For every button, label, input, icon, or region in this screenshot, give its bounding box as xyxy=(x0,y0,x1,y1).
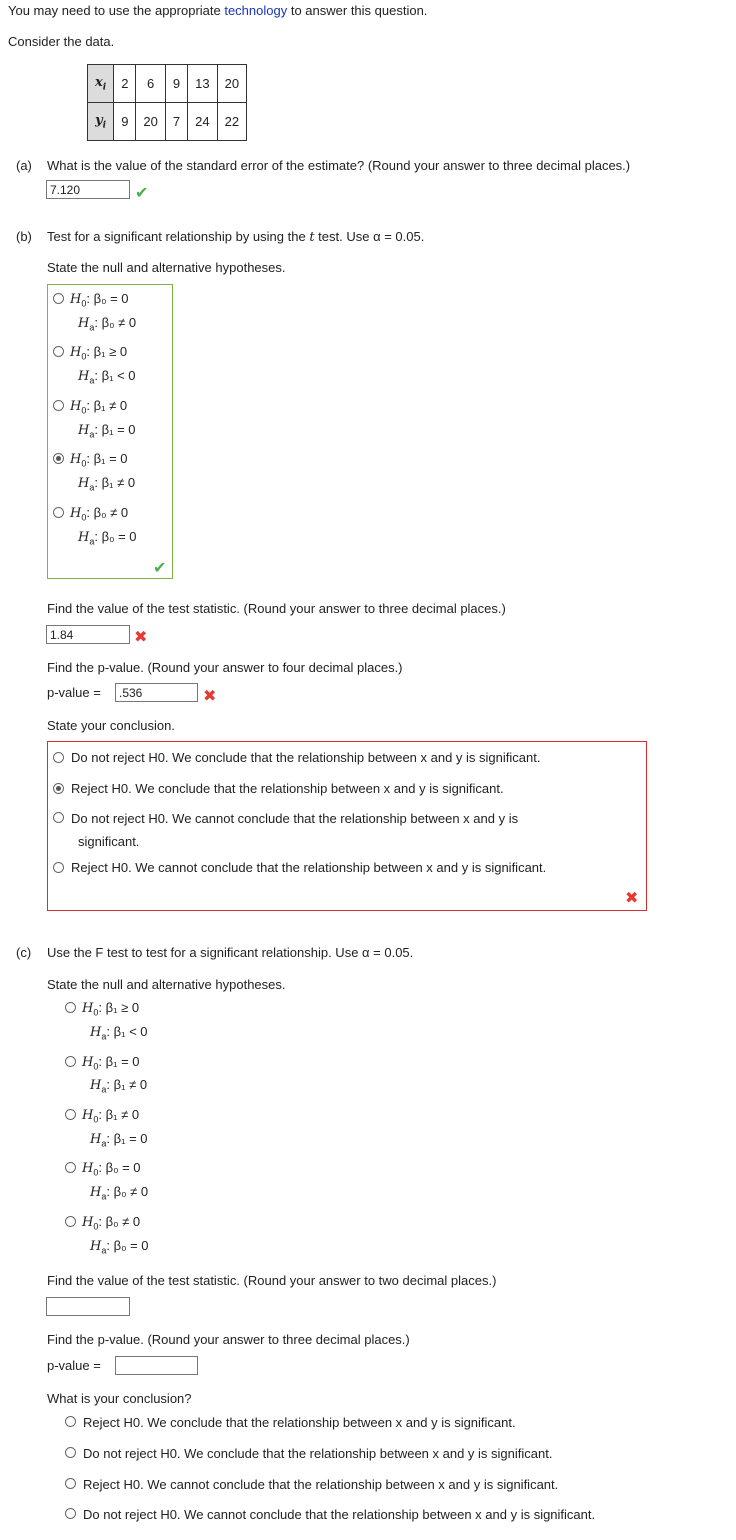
incorrect-x-icon: ✖ xyxy=(134,629,148,646)
hyp-c-alt-0: $H_a$: β₁ < 0 xyxy=(90,1024,148,1042)
p-value-input-b[interactable]: .536 xyxy=(115,683,198,702)
technology-link[interactable]: technology xyxy=(224,3,288,18)
part-c-p-prompt: Find the p-value. (Round your answer to three decimal places.) xyxy=(47,1332,410,1347)
hyp-c-alt-1: $H_a$: β₁ ≠ 0 xyxy=(90,1077,148,1095)
part-c-hyp-prompt: State the null and alternative hypotheses. xyxy=(47,977,286,992)
std-error-input[interactable]: 7.120 xyxy=(46,180,130,199)
conclusion-c-text-2: Reject H0. We cannot conclude that the relationship between x and y is significant. xyxy=(83,1477,559,1492)
data-table xyxy=(87,64,247,141)
intro-text xyxy=(8,3,427,18)
intro-suffix: to answer this question. xyxy=(287,3,428,18)
y-cell: 22 xyxy=(217,103,246,141)
conclusion-c-radio-0[interactable] xyxy=(65,1416,76,1427)
part-b-p-prompt: Find the p-value. (Round your answer to four decimal places.) xyxy=(47,660,403,675)
conclusion-b-radio-3[interactable] xyxy=(53,862,64,873)
part-a-label: (a) xyxy=(16,158,32,173)
correct-check-icon: ✔ xyxy=(153,560,167,577)
hyp-b-null-4: $H_0$: β₀ ≠ 0 xyxy=(70,505,129,523)
conclusion-c-text-3: Do not reject H0. We cannot conclude that the relationship between x and y is significant. xyxy=(83,1507,596,1522)
conclusion-b-radio-1-selected[interactable] xyxy=(53,783,64,794)
x-header: $x_i$ xyxy=(88,65,114,103)
hyp-c-radio-0[interactable] xyxy=(65,1002,76,1013)
hyp-c-null-3: $H_0$: β₀ = 0 xyxy=(82,1160,141,1178)
p-value-input-c[interactable] xyxy=(115,1356,198,1375)
x-row xyxy=(88,65,247,103)
y-cell: 7 xyxy=(165,103,187,141)
p-value-label-c: p-value = xyxy=(47,1358,101,1373)
hyp-b-null-0: $H_0$: β₀ = 0 xyxy=(70,291,129,309)
hyp-b-radio-2[interactable] xyxy=(53,400,64,411)
conclusion-b-text-2-wrap: significant. xyxy=(78,834,140,849)
hyp-c-radio-4[interactable] xyxy=(65,1216,76,1227)
x-cell: 13 xyxy=(188,65,217,103)
hyp-c-radio-3[interactable] xyxy=(65,1162,76,1173)
x-cell: 6 xyxy=(136,65,165,103)
y-cell: 9 xyxy=(114,103,136,141)
correct-check-icon: ✔ xyxy=(135,185,149,202)
conclusion-c-text-0: Reject H0. We conclude that the relationship between x and y is significant. xyxy=(83,1415,516,1430)
hyp-b-alt-4: $H_a$: β₀ = 0 xyxy=(78,529,137,547)
part-b-label: (b) xyxy=(16,229,32,244)
hyp-c-null-1: $H_0$: β₁ = 0 xyxy=(82,1054,140,1072)
hyp-b-null-3: $H_0$: β₁ = 0 xyxy=(70,451,128,469)
part-c-question: Use the F test to test for a significant relationship. Use α = 0.05. xyxy=(47,945,414,960)
hyp-c-alt-3: $H_a$: β₀ ≠ 0 xyxy=(90,1184,149,1202)
conclusion-b-text-1: Reject H0. We conclude that the relationship between x and y is significant. xyxy=(71,781,504,796)
conclusion-c-radio-3[interactable] xyxy=(65,1508,76,1519)
conclusion-c-text-1: Do not reject H0. We conclude that the relationship between x and y is significant. xyxy=(83,1446,553,1461)
hyp-b-radio-1[interactable] xyxy=(53,346,64,357)
conclusion-c-radio-2[interactable] xyxy=(65,1478,76,1489)
hyp-b-alt-0: $H_a$: β₀ ≠ 0 xyxy=(78,315,137,333)
hyp-c-null-4: $H_0$: β₀ ≠ 0 xyxy=(82,1214,141,1232)
hyp-c-radio-2[interactable] xyxy=(65,1109,76,1120)
y-row xyxy=(88,103,247,141)
y-cell: 20 xyxy=(136,103,165,141)
hyp-c-null-0: $H_0$: β₁ ≥ 0 xyxy=(82,1000,140,1018)
y-cell: 24 xyxy=(188,103,217,141)
part-b-question: Test for a significant relationship by using the t test. Use α = 0.05. xyxy=(47,229,425,245)
intro-prefix: You may need to use the appropriate xyxy=(8,3,225,18)
hyp-c-alt-4: $H_a$: β₀ = 0 xyxy=(90,1238,149,1256)
part-a-question: What is the value of the standard error of the estimate? (Round your answer to three decimal places.) xyxy=(47,158,631,173)
t-stat-input[interactable]: 1.84 xyxy=(46,625,130,644)
conclusion-b-text-0: Do not reject H0. We conclude that the relationship between x and y is significant. xyxy=(71,750,541,765)
f-stat-input[interactable] xyxy=(46,1297,130,1316)
hyp-b-null-1: $H_0$: β₁ ≥ 0 xyxy=(70,344,128,362)
part-c-conclusion-prompt: What is your conclusion? xyxy=(47,1391,192,1406)
incorrect-x-icon: ✖ xyxy=(625,890,639,907)
hyp-b-radio-0[interactable] xyxy=(53,293,64,304)
hyp-c-alt-2: $H_a$: β₁ = 0 xyxy=(90,1131,148,1149)
part-b-hyp-prompt: State the null and alternative hypotheses. xyxy=(47,260,286,275)
part-c-label: (c) xyxy=(16,945,32,960)
hyp-b-alt-3: $H_a$: β₁ ≠ 0 xyxy=(78,475,136,493)
part-c-stat-prompt: Find the value of the test statistic. (Round your answer to two decimal places.) xyxy=(47,1273,497,1288)
hyp-b-alt-1: $H_a$: β₁ < 0 xyxy=(78,368,136,386)
p-value-label-b: p-value = xyxy=(47,685,101,700)
hyp-b-radio-4[interactable] xyxy=(53,507,64,518)
consider-text: Consider the data. xyxy=(8,34,115,49)
conclusion-box-b xyxy=(47,741,647,911)
conclusion-b-radio-0[interactable] xyxy=(53,752,64,763)
hyp-c-null-2: $H_0$: β₁ ≠ 0 xyxy=(82,1107,140,1125)
x-cell: 20 xyxy=(217,65,246,103)
hyp-b-alt-2: $H_a$: β₁ = 0 xyxy=(78,422,136,440)
hyp-b-radio-3-selected[interactable] xyxy=(53,453,64,464)
hyp-c-radio-1[interactable] xyxy=(65,1056,76,1067)
hyp-b-null-2: $H_0$: β₁ ≠ 0 xyxy=(70,398,128,416)
x-cell: 2 xyxy=(114,65,136,103)
x-cell: 9 xyxy=(165,65,187,103)
part-b-stat-prompt: Find the value of the test statistic. (Round your answer to three decimal places.) xyxy=(47,601,506,616)
conclusion-b-text-2: Do not reject H0. We cannot conclude that the relationship between x and y is xyxy=(71,811,519,826)
conclusion-c-radio-1[interactable] xyxy=(65,1447,76,1458)
part-b-conclusion-prompt: State your conclusion. xyxy=(47,718,175,733)
conclusion-b-text-3: Reject H0. We cannot conclude that the relationship between x and y is significant. xyxy=(71,860,547,875)
incorrect-x-icon: ✖ xyxy=(203,688,217,705)
y-header: $y_i$ xyxy=(88,103,114,141)
conclusion-b-radio-2[interactable] xyxy=(53,812,64,823)
